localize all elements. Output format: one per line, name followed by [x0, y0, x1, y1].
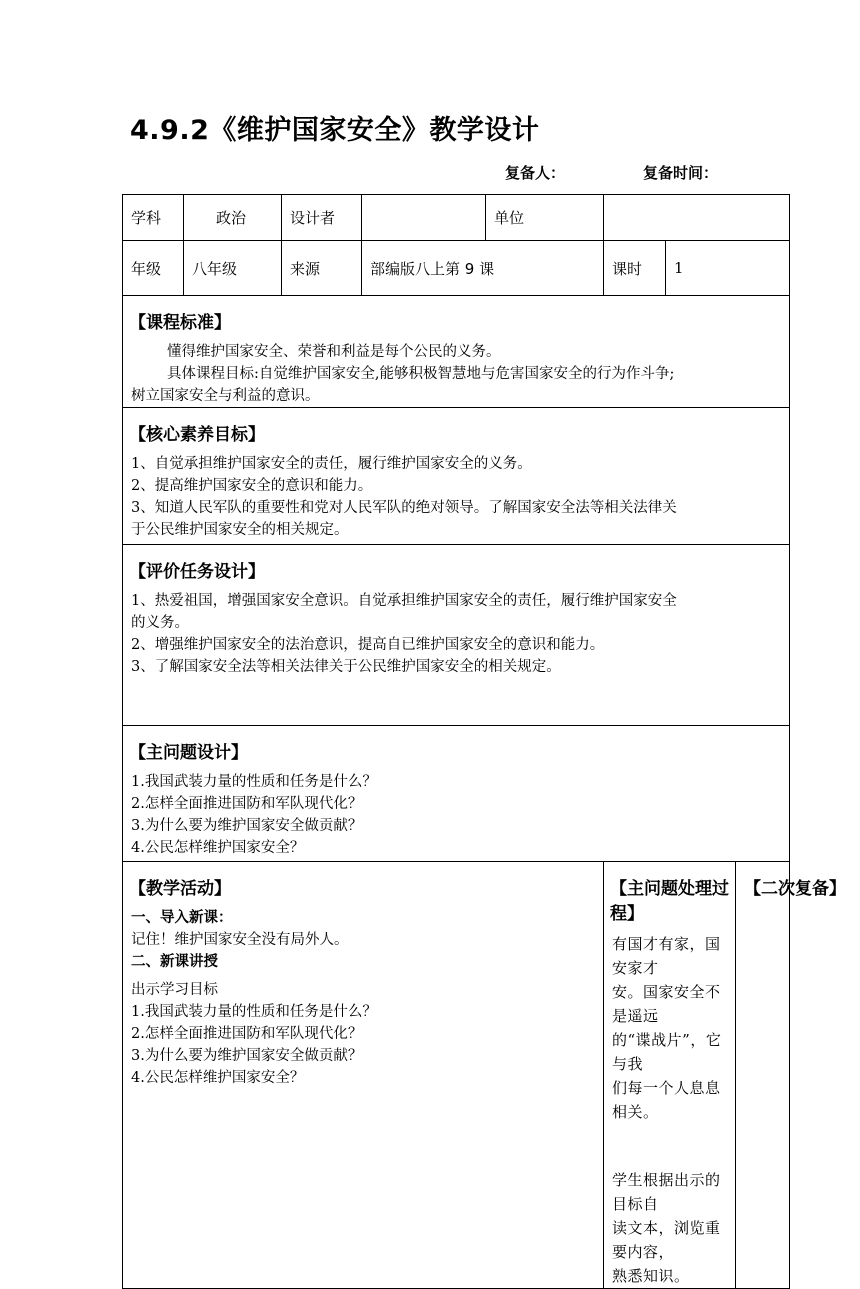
- process-text-line: 的“谍战片”，它与我: [612, 1031, 722, 1073]
- evaluation-task-line: 的义务。: [131, 615, 189, 631]
- objective-line: 4.公民怎样维护国家安全？: [131, 1070, 305, 1086]
- grade-label: 年级: [123, 241, 184, 296]
- objectives-label: 出示学习目标: [131, 982, 218, 998]
- subject-label: 学科: [123, 195, 184, 241]
- process-text-line: 熟悉知识。: [612, 1267, 690, 1285]
- reviewer-label: 复备人：: [505, 164, 566, 182]
- unit-value: [604, 195, 790, 241]
- secondary-review-column: [736, 862, 846, 1289]
- core-literacy-heading: 【核心素养目标】: [129, 425, 265, 445]
- main-questions-section: [123, 726, 790, 862]
- main-question-line: 2.怎样全面推进国防和军队现代化？: [131, 796, 363, 812]
- process-text-line: 安。国家安全不是遥远: [612, 983, 721, 1025]
- objective-line: 3.为什么要为维护国家安全做贡献？: [131, 1048, 363, 1064]
- objective-line: 2.怎样全面推进国防和军队现代化？: [131, 1026, 363, 1042]
- core-literacy-line: 3、知道人民军队的重要性和党对人民军队的绝对领导。了解国家安全法等相关法律关: [131, 500, 677, 516]
- core-literacy-line: 1、自觉承担维护国家安全的责任，履行维护国家安全的义务。: [131, 456, 532, 472]
- process-text-line: 有国才有家，国安家才: [612, 935, 721, 977]
- new-lesson-title: 二、新课讲授: [131, 953, 218, 970]
- grade-value: 八年级: [184, 241, 282, 296]
- curriculum-standard-line: 懂得维护国家安全、荣誉和利益是每个公民的义务。: [167, 344, 501, 360]
- curriculum-standard-heading: 【课程标准】: [129, 313, 231, 333]
- objective-line: 1.我国武装力量的性质和任务是什么？: [131, 1004, 377, 1020]
- intro-title: 一、导入新课：: [131, 909, 233, 926]
- period-label: 课时: [604, 241, 666, 296]
- source-value: 部编版八上第 9 课: [362, 241, 604, 296]
- evaluation-tasks-section: [123, 545, 790, 726]
- evaluation-task-line: 3、了解国家安全法等相关法律关于公民维护国家安全的相关规定。: [131, 659, 561, 675]
- process-text-line: 学生根据出示的目标自: [612, 1171, 721, 1213]
- document-title: 4.9.2《维护国家安全》教学设计: [130, 115, 540, 146]
- curriculum-standard-section: [123, 296, 790, 408]
- main-question-line: 1.我国武装力量的性质和任务是什么？: [131, 774, 377, 790]
- teaching-activity-heading: 【教学活动】: [129, 879, 231, 899]
- process-text-line: 们每一个人息息相关。: [612, 1079, 721, 1121]
- period-value: 1: [666, 241, 790, 296]
- process-column: [604, 862, 736, 1289]
- main-question-line: 4.公民怎样维护国家安全？: [131, 840, 305, 856]
- evaluation-task-line: 1、热爱祖国，增强国家安全意识。自觉承担维护国家安全的责任，履行维护国家安全: [131, 593, 677, 609]
- unit-label: 单位: [486, 195, 604, 241]
- lesson-plan-table: [122, 194, 846, 1289]
- secondary-review-heading: 【二次复备】: [744, 879, 846, 899]
- curriculum-standard-line: 具体课程目标:自觉维护国家安全,能够积极智慧地与危害国家安全的行为作斗争;: [167, 366, 675, 382]
- core-literacy-section: [123, 408, 790, 545]
- process-text-line: 读文本，浏览重要内容，: [612, 1219, 721, 1261]
- core-literacy-line: 2、提高维护国家安全的意识和能力。: [131, 478, 373, 494]
- process-heading: 【主问题处理过程】: [610, 879, 729, 924]
- evaluation-tasks-heading: 【评价任务设计】: [129, 562, 265, 582]
- source-label: 来源: [282, 241, 362, 296]
- curriculum-standard-line: 树立国家安全与利益的意识。: [131, 388, 320, 404]
- teaching-activity-column: [123, 862, 604, 1289]
- main-questions-heading: 【主问题设计】: [129, 743, 248, 763]
- intro-text: 记住！维护国家安全没有局外人。: [131, 932, 349, 948]
- designer-value: [362, 195, 486, 241]
- designer-label: 设计者: [282, 195, 362, 241]
- review-time-label: 复备时间：: [643, 164, 719, 182]
- core-literacy-line: 于公民维护国家安全的相关规定。: [131, 522, 349, 538]
- subject-value: 政治: [184, 195, 282, 241]
- main-question-line: 3.为什么要为维护国家安全做贡献？: [131, 818, 363, 834]
- evaluation-task-line: 2、增强维护国家安全的法治意识，提高自已维护国家安全的意识和能力。: [131, 637, 605, 653]
